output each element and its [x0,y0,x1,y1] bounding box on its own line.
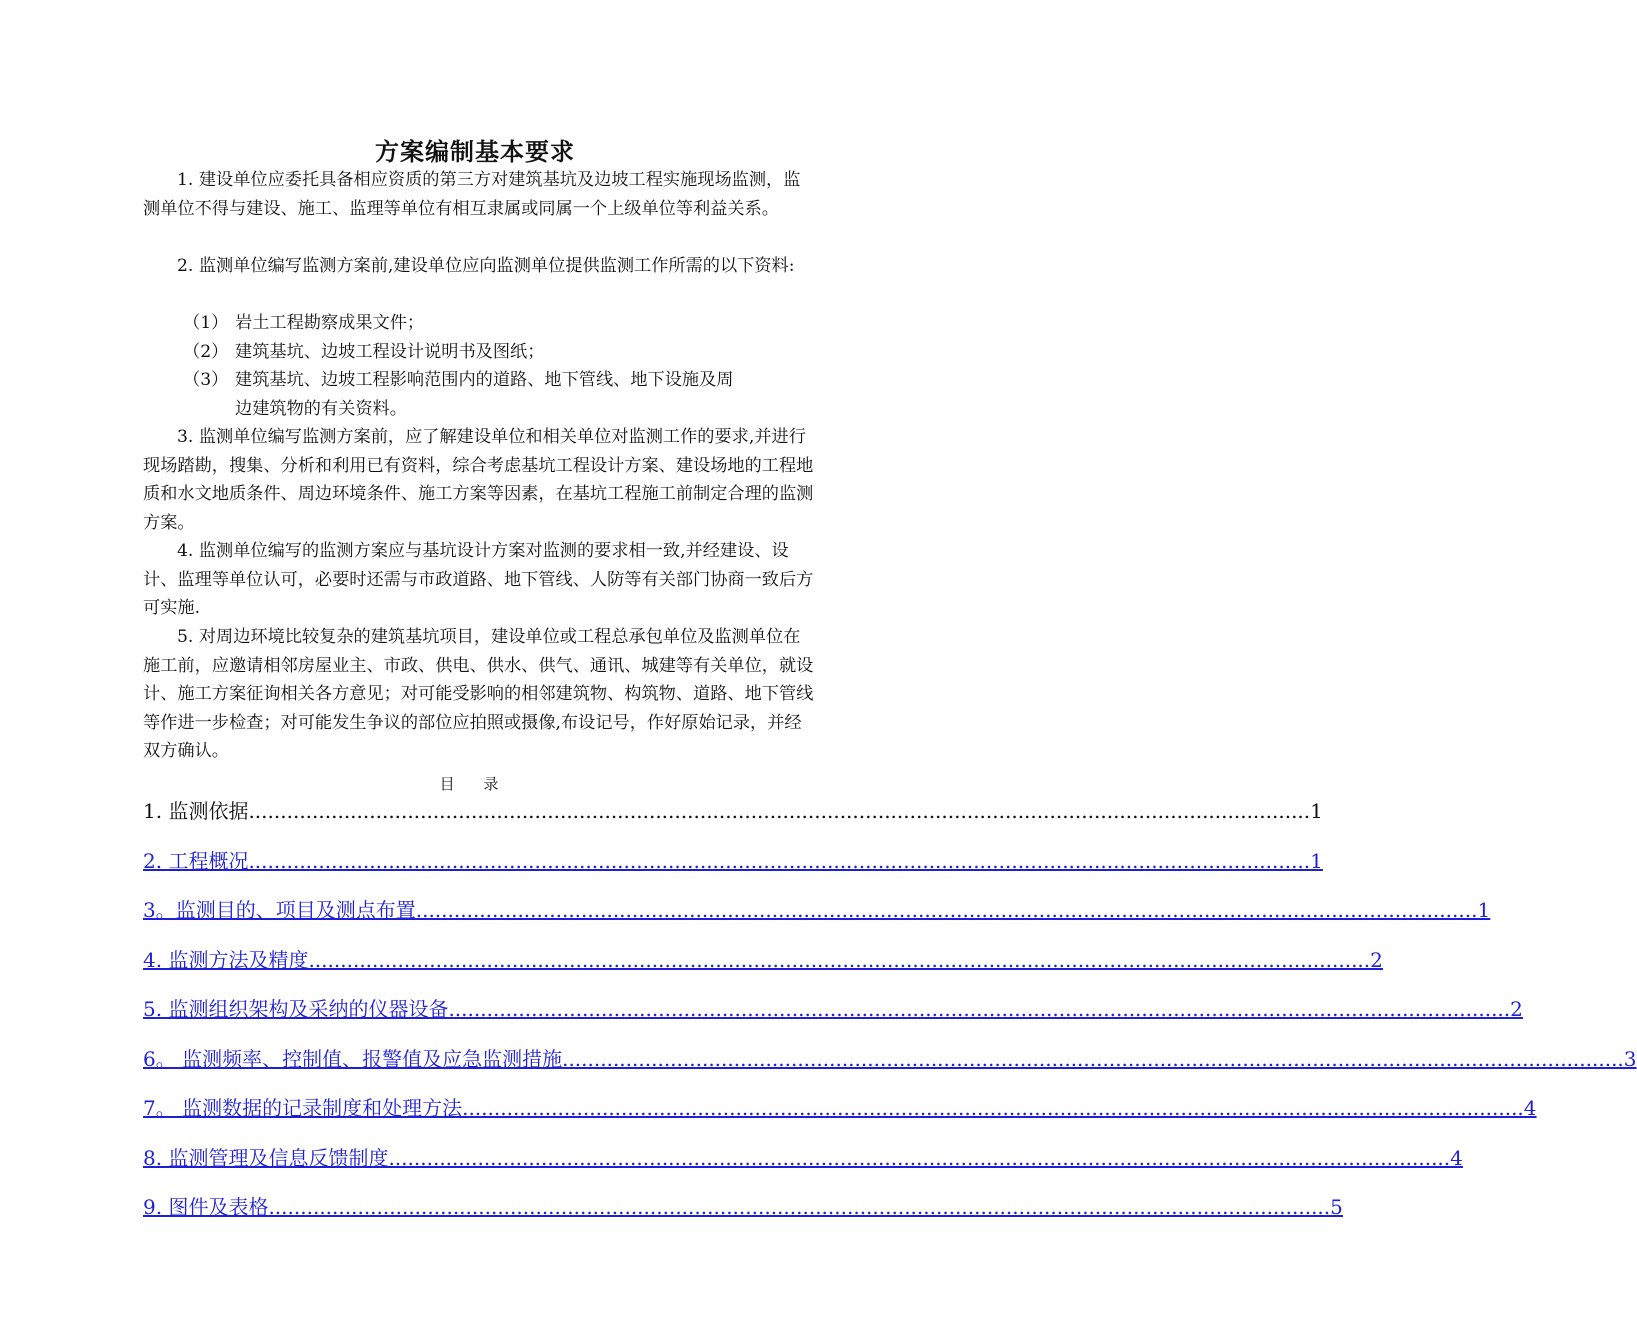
toc-title: 目 录 [439,775,511,793]
paragraph-3: 3. 监测单位编写监测方案前，应了解建设单位和相关单位对监测工作的要求,并进行现场踏勘，搜集、分析和利用已有资料，综合考虑基坑工程设计方案、建设场地的工程地质和水文地质条件、周边环境条件、施工方案等因素，在基坑工程施工前制定合理的监测方案。 [143,427,814,533]
list-item-2 [183,338,544,367]
toc-leader: ....................................................................................................................................................................... [268,1195,1331,1219]
toc-entry-label: 4. 监测方法及精度 [143,948,309,972]
toc-entry-label: 7。 监测数据的记录制度和处理方法 [143,1096,463,1120]
toc-leader: ....................................................................................................................................................................... [248,849,1311,873]
toc-leader: ....................................................................................................................................................................... [448,997,1511,1021]
toc-page-number: 3 [1623,1047,1637,1071]
toc-leader: ....................................................................................................................................................................... [308,948,1371,972]
list-item-number: （3） [183,370,229,390]
toc-page-number: 1 [1310,799,1323,823]
list-item-text: 建筑基坑、边坡工程设计说明书及图纸； [235,342,545,362]
paragraph-1: 1. 建设单位应委托具备相应资质的第三方对建筑基坑及边坡工程实施现场监测，监测单位不得与建设、施工、监理等单位有相互隶属或同属一个上级单位等利益关系。 [143,170,801,219]
toc-entry-label: 6。 监测频率、控制值、报警值及应急监测措施 [143,1047,563,1071]
list-item-number: （2） [183,342,229,362]
toc-page-number: 5 [1330,1195,1343,1219]
document-title: 方案编制基本要求 [375,137,575,166]
list-item-3 [183,366,733,395]
toc-page-number: 4 [1523,1096,1537,1120]
toc-entry-label: 3。监测目的、项目及测点布置 [143,898,416,922]
toc-link-6[interactable] [143,1043,1637,1073]
toc-page-number: 1 [1477,898,1491,922]
toc-page-number: 4 [1450,1146,1463,1170]
toc-link-2[interactable] [143,845,1323,875]
list-item-text: 岩土工程勘察成果文件； [235,313,425,333]
toc-page-number: 2 [1510,997,1523,1021]
toc-leader: ....................................................................................................................................................................... [562,1047,1624,1071]
toc-leader: ....................................................................................................................................................................... [462,1096,1524,1120]
toc-link-5[interactable] [143,993,1523,1023]
toc-entry-1 [143,795,1323,825]
toc-link-9[interactable] [143,1191,1343,1221]
list-item-3-continuation: 边建筑物的有关资料。 [235,399,407,419]
toc-link-3[interactable] [143,894,1491,924]
list-item-1 [183,309,424,338]
toc-leader: ....................................................................................................................................................................... [415,898,1478,922]
toc-page-number: 2 [1370,948,1383,972]
toc-leader: ....................................................................................................................................................................... [388,1146,1451,1170]
toc-entry-label: 9. 图件及表格 [143,1195,269,1219]
list-item-number: （1） [183,313,229,333]
toc-link-7[interactable] [143,1092,1537,1122]
toc-entry-label: 8. 监测管理及信息反馈制度 [143,1146,389,1170]
list-item-text: 建筑基坑、边坡工程影响范围内的道路、地下管线、地下设施及周 [235,370,734,390]
paragraph-4: 4. 监测单位编写的监测方案应与基坑设计方案对监测的要求相一致,并经建设、设计、监理等单位认可，必要时还需与市政道路、地下管线、人防等有关部门协商一致后方可实施. [143,541,814,618]
paragraph-5: 5. 对周边环境比较复杂的建筑基坑项目，建设单位或工程总承包单位及监测单位在施工前，应邀请相邻房屋业主、市政、供电、供水、供气、通讯、城建等有关单位，就设计、施工方案征询相关各方意见；对可能受影响的相邻建筑物、构筑物、道路、地下管线等作进一步检查；对可能发生争议的部位应拍照或摄像,布设记号，作好原始记录，并经双方确认。 [143,627,814,761]
paragraph-2: 2. 监测单位编写监测方案前,建设单位应向监测单位提供监测工作所需的以下资料: [177,256,795,276]
toc-leader: ....................................................................................................................................................................... [248,799,1311,823]
toc-link-4[interactable] [143,944,1383,974]
toc-entry-label: 2. 工程概况 [143,849,249,873]
toc-link-8[interactable] [143,1142,1463,1172]
toc-entry-label: 1. 监测依据 [143,799,249,823]
toc-entry-label: 5. 监测组织架构及采纳的仪器设备 [143,997,449,1021]
toc-page-number: 1 [1310,849,1323,873]
